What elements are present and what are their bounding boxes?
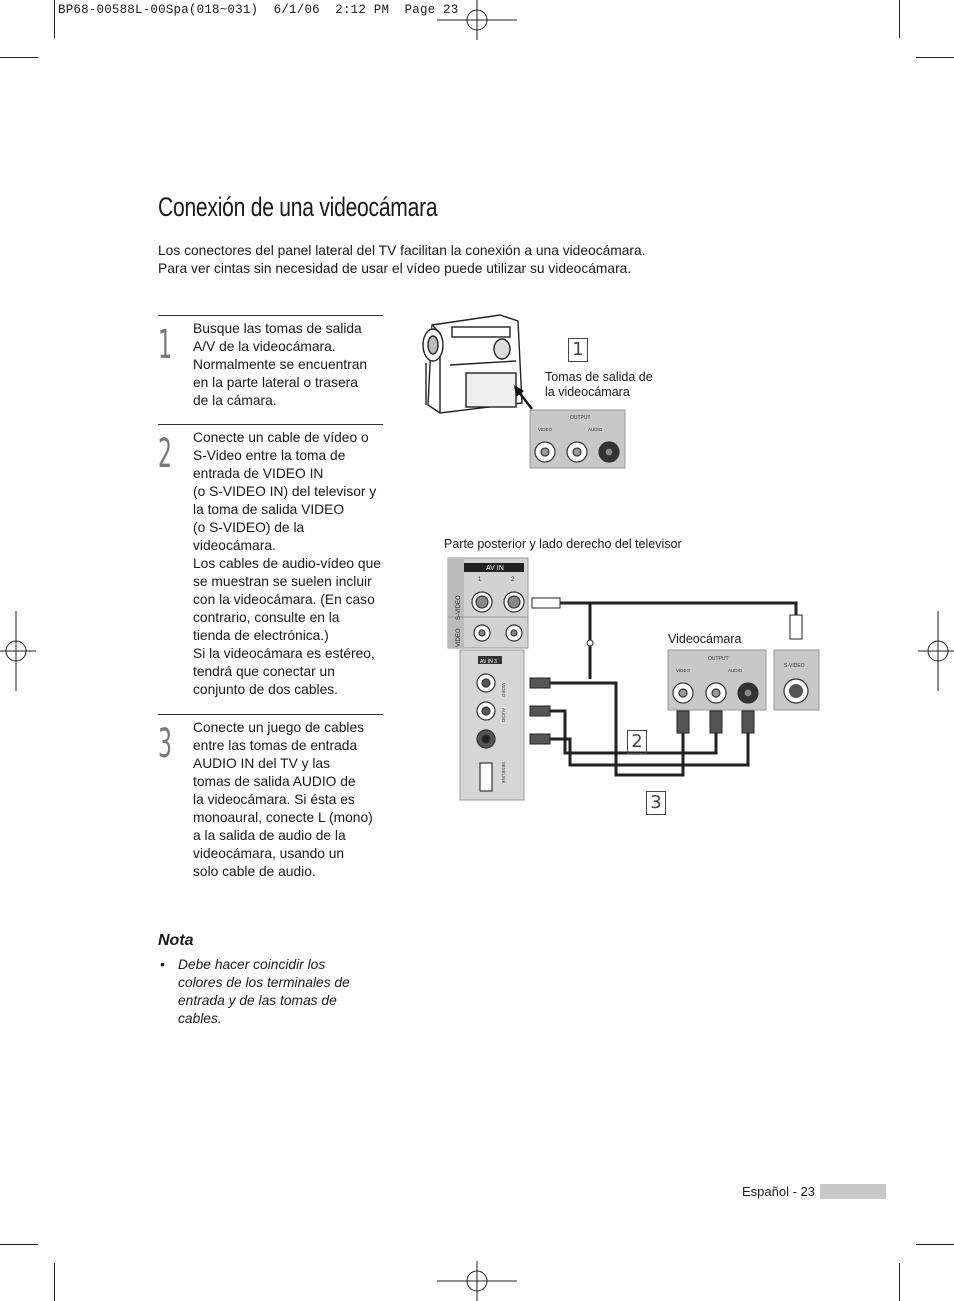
- step-line: la toma de salida VIDEO: [193, 502, 345, 517]
- note-text: [178, 956, 388, 1028]
- step-line: tomas de salida AUDIO de: [193, 774, 356, 789]
- step-divider: [158, 424, 383, 425]
- step-line: se muestran se suelen incluir: [193, 574, 372, 589]
- output-label: OUTPUT: [570, 415, 591, 421]
- av-in-3-label: AV IN 3: [480, 659, 497, 665]
- page-number: Español - 23: [742, 1184, 815, 1199]
- crop-mark: [916, 57, 954, 58]
- camcorder-illustration: [423, 315, 522, 413]
- step-line: Si la videocámara es estéreo,: [193, 646, 375, 661]
- step-line: solo cable de audio.: [193, 864, 316, 879]
- video-vertical-label: VIDEO: [456, 628, 462, 647]
- step-line: la videocámara. Si ésta es: [193, 792, 355, 807]
- step-divider: [158, 714, 383, 715]
- crop-mark: [916, 1244, 954, 1245]
- note-heading: Nota: [158, 932, 194, 949]
- step-2-text: [193, 429, 388, 699]
- crop-mark: [0, 57, 38, 58]
- step-line: videocámara, usando un: [193, 846, 345, 861]
- av-in-col2: 2: [511, 577, 515, 583]
- page-title: Conexión de una videocámara: [158, 192, 438, 222]
- side-audio-label: AUDIO: [501, 708, 506, 723]
- footer-bar: [820, 1184, 886, 1199]
- step-line: AUDIO IN del TV y las: [193, 756, 330, 771]
- step-line: de la cámara.: [193, 393, 277, 408]
- note-bullet: •: [160, 957, 165, 972]
- step-line: con la videocámara. (En caso: [193, 592, 375, 607]
- step-line: tendrá que conectar un: [193, 664, 335, 679]
- camcorder-label: Videocámara: [668, 632, 742, 646]
- step-number: 2: [158, 431, 172, 477]
- step-1-text: [193, 320, 388, 410]
- cam-audio-label: AUDIO: [728, 668, 743, 673]
- step-line: videocámara.: [193, 538, 276, 553]
- step-line: contrario, consulte en la: [193, 610, 340, 625]
- side-video-label: VIDEO: [501, 683, 506, 698]
- print-header: BP68-00588L-00Spa(018~031) 6/1/06 2:12 PM Page 23: [58, 3, 459, 17]
- step-line: Normalmente se encuentran: [193, 357, 368, 372]
- step-line: Conecte un cable de vídeo o: [193, 430, 369, 445]
- step-number: 1: [158, 322, 172, 368]
- tv-av-in-panel: [448, 558, 528, 648]
- step-line: en la parte lateral o trasera: [193, 375, 358, 390]
- step-number: 3: [158, 721, 172, 767]
- step-line: tienda de electrónica.): [193, 628, 329, 643]
- step-line: (o S-VIDEO IN) del televisor y: [193, 484, 377, 499]
- note-line: Debe hacer coincidir los: [178, 957, 326, 972]
- step-line: A/V de la videocámara.: [193, 339, 336, 354]
- cam-output-label: OUTPUT: [708, 656, 729, 662]
- intro-line: Para ver cintas sin necesidad de usar el vídeo puede utilizar su videocámara.: [158, 261, 632, 276]
- step-line: conjunto de dos cables.: [193, 682, 338, 697]
- step-3-text: [193, 719, 388, 881]
- label-line: Tomas de salida de: [545, 370, 653, 384]
- intro-paragraph: [158, 242, 718, 278]
- note-line: colores de los terminales de: [178, 975, 350, 990]
- step-line: monoaural, conecte L (mono): [193, 810, 373, 825]
- audio-label: AUDIO: [588, 427, 603, 432]
- step-line: (o S-VIDEO) de la: [193, 520, 305, 535]
- tv-panel-label: Parte posterior y lado derecho del televisor: [444, 537, 682, 551]
- step-line: Busque las tomas de salida: [193, 321, 362, 336]
- crop-mark: [54, 0, 55, 38]
- video-label: VIDEO: [538, 427, 553, 432]
- wiselink-label: WISELINK: [501, 762, 506, 784]
- crop-mark: [899, 1263, 900, 1301]
- crop-mark: [899, 0, 900, 38]
- camcorder-outputs-label: [545, 370, 653, 400]
- step-line: entre las tomas de entrada: [193, 738, 358, 753]
- callout-2: 2: [627, 730, 647, 754]
- step-line: entrada de VIDEO IN: [193, 466, 324, 481]
- crop-mark: [54, 1263, 55, 1301]
- label-line: la videocámara: [545, 385, 630, 399]
- step-divider: [158, 315, 383, 316]
- callout-3: 3: [646, 791, 666, 815]
- s-video-label: S-VIDEO: [456, 595, 462, 620]
- callout-1: 1: [568, 338, 588, 362]
- intro-line: Los conectores del panel lateral del TV facilitan la conexión a una videocámara.: [158, 243, 646, 258]
- note-line: cables.: [178, 1011, 222, 1026]
- tv-side-panel: [460, 650, 524, 800]
- cable-junction: [587, 640, 593, 646]
- step-line: a la salida de audio de la: [193, 828, 346, 843]
- av-in-label: AV IN: [486, 565, 504, 572]
- step-line: Conecte un juego de cables: [193, 720, 365, 735]
- step-line: S-Video entre la toma de: [193, 448, 346, 463]
- av-in-col1: 1: [478, 577, 482, 583]
- step-line: Los cables de audio-vídeo que: [193, 556, 381, 571]
- cam-video-label: VIDEO: [676, 668, 691, 673]
- camcorder-output-panel: [530, 410, 625, 468]
- cam-s-video-label: S-VIDEO: [784, 663, 805, 669]
- camcorder-side-panel: [668, 650, 819, 710]
- crop-mark: [0, 1244, 38, 1245]
- note-line: entrada y de las tomas de: [178, 993, 337, 1008]
